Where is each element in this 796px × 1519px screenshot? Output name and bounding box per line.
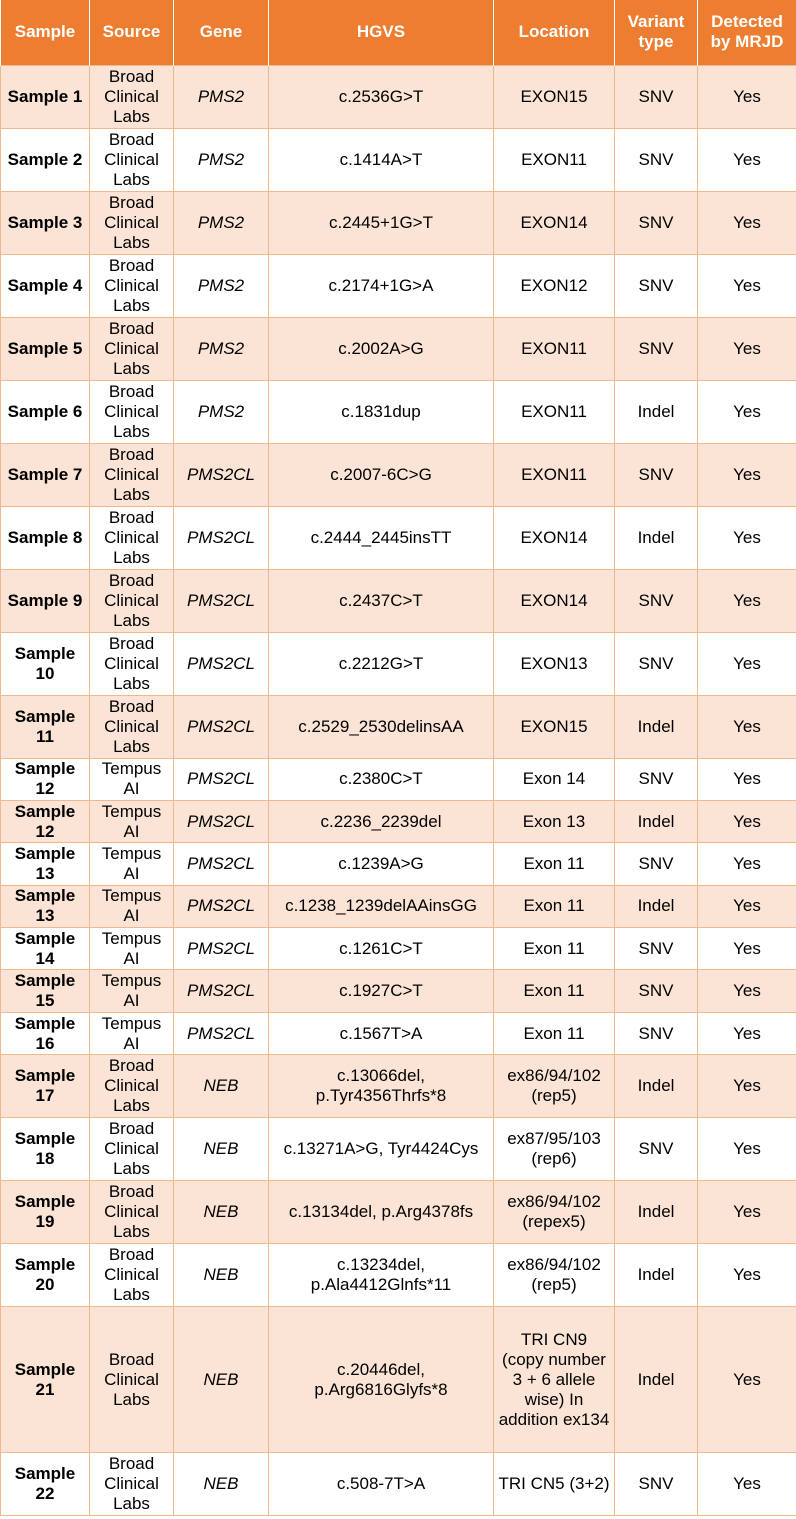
location-cell: EXON14 bbox=[494, 506, 615, 569]
gene-cell: PMS2CL bbox=[174, 885, 269, 927]
variant-type-cell: SNV bbox=[615, 843, 698, 885]
detected-cell: Yes bbox=[698, 758, 796, 800]
gene-cell: PMS2 bbox=[174, 191, 269, 254]
source-cell: Broad Clinical Labs bbox=[90, 1244, 174, 1307]
col-header-gene: Gene bbox=[174, 0, 269, 65]
gene-cell: PMS2CL bbox=[174, 1012, 269, 1054]
detected-cell: Yes bbox=[698, 380, 796, 443]
gene-cell: PMS2CL bbox=[174, 506, 269, 569]
table-row bbox=[1, 191, 796, 254]
gene-cell: NEB bbox=[174, 1181, 269, 1244]
variant-type-cell: Indel bbox=[615, 1244, 698, 1307]
detected-cell: Yes bbox=[698, 569, 796, 632]
hgvs-cell: c.1261C>T bbox=[269, 928, 494, 970]
hgvs-cell: c.2529_2530delinsAA bbox=[269, 695, 494, 758]
detected-cell: Yes bbox=[698, 970, 796, 1012]
variant-type-cell: SNV bbox=[615, 1012, 698, 1054]
sample-cell: Sample 22 bbox=[1, 1453, 90, 1516]
source-cell: Tempus AI bbox=[90, 758, 174, 800]
hgvs-cell: c.13234del, p.Ala4412Glnfs*11 bbox=[269, 1244, 494, 1307]
sample-cell: Sample 12 bbox=[1, 758, 90, 800]
source-cell: Broad Clinical Labs bbox=[90, 443, 174, 506]
gene-cell: PMS2CL bbox=[174, 569, 269, 632]
source-cell: Broad Clinical Labs bbox=[90, 506, 174, 569]
source-cell: Tempus AI bbox=[90, 970, 174, 1012]
hgvs-cell: c.1927C>T bbox=[269, 970, 494, 1012]
sample-cell: Sample 1 bbox=[1, 65, 90, 128]
variant-type-cell: Indel bbox=[615, 380, 698, 443]
gene-cell: PMS2 bbox=[174, 65, 269, 128]
hgvs-cell: c.13134del, p.Arg4378fs bbox=[269, 1181, 494, 1244]
table-row bbox=[1, 1055, 796, 1118]
variant-type-cell: SNV bbox=[615, 254, 698, 317]
hgvs-cell: c.2380C>T bbox=[269, 758, 494, 800]
location-cell: Exon 11 bbox=[494, 928, 615, 970]
sample-cell: Sample 16 bbox=[1, 1012, 90, 1054]
detected-cell: Yes bbox=[698, 254, 796, 317]
detected-cell: Yes bbox=[698, 1453, 796, 1516]
variant-type-cell: Indel bbox=[615, 885, 698, 927]
gene-cell: NEB bbox=[174, 1453, 269, 1516]
gene-cell: PMS2 bbox=[174, 128, 269, 191]
location-cell: ex86/94/102 (repex5) bbox=[494, 1181, 615, 1244]
location-cell: ex86/94/102 (rep5) bbox=[494, 1055, 615, 1118]
detected-cell: Yes bbox=[698, 885, 796, 927]
source-cell: Broad Clinical Labs bbox=[90, 317, 174, 380]
sample-cell: Sample 19 bbox=[1, 1181, 90, 1244]
variant-type-cell: Indel bbox=[615, 506, 698, 569]
hgvs-cell: c.1567T>A bbox=[269, 1012, 494, 1054]
source-cell: Broad Clinical Labs bbox=[90, 254, 174, 317]
gene-cell: NEB bbox=[174, 1244, 269, 1307]
detected-cell: Yes bbox=[698, 1244, 796, 1307]
source-cell: Broad Clinical Labs bbox=[90, 695, 174, 758]
variant-type-cell: SNV bbox=[615, 443, 698, 506]
variant-type-cell: Indel bbox=[615, 1307, 698, 1453]
gene-cell: NEB bbox=[174, 1055, 269, 1118]
variant-type-cell: SNV bbox=[615, 928, 698, 970]
table-row bbox=[1, 380, 796, 443]
col-header-sample: Sample bbox=[1, 0, 90, 65]
source-cell: Broad Clinical Labs bbox=[90, 1055, 174, 1118]
hgvs-cell: c.508-7T>A bbox=[269, 1453, 494, 1516]
sample-cell: Sample 3 bbox=[1, 191, 90, 254]
detected-cell: Yes bbox=[698, 506, 796, 569]
sample-cell: Sample 13 bbox=[1, 843, 90, 885]
variant-type-cell: SNV bbox=[615, 632, 698, 695]
location-cell: EXON13 bbox=[494, 632, 615, 695]
detected-cell: Yes bbox=[698, 128, 796, 191]
hgvs-cell: c.1831dup bbox=[269, 380, 494, 443]
sample-cell: Sample 9 bbox=[1, 569, 90, 632]
table-row bbox=[1, 569, 796, 632]
sample-cell: Sample 6 bbox=[1, 380, 90, 443]
source-cell: Tempus AI bbox=[90, 1012, 174, 1054]
source-cell: Broad Clinical Labs bbox=[90, 128, 174, 191]
hgvs-cell: c.13271A>G, Tyr4424Cys bbox=[269, 1118, 494, 1181]
variant-type-cell: SNV bbox=[615, 758, 698, 800]
detected-cell: Yes bbox=[698, 1307, 796, 1453]
gene-cell: NEB bbox=[174, 1118, 269, 1181]
hgvs-cell: c.2536G>T bbox=[269, 65, 494, 128]
sample-cell: Sample 11 bbox=[1, 695, 90, 758]
variant-type-cell: Indel bbox=[615, 800, 698, 842]
source-cell: Broad Clinical Labs bbox=[90, 191, 174, 254]
detected-cell: Yes bbox=[698, 443, 796, 506]
sample-cell: Sample 12 bbox=[1, 800, 90, 842]
sample-cell: Sample 10 bbox=[1, 632, 90, 695]
source-cell: Broad Clinical Labs bbox=[90, 65, 174, 128]
hgvs-cell: c.1239A>G bbox=[269, 843, 494, 885]
col-header-location: Location bbox=[494, 0, 615, 65]
location-cell: Exon 13 bbox=[494, 800, 615, 842]
table-row bbox=[1, 317, 796, 380]
variant-type-cell: SNV bbox=[615, 317, 698, 380]
table-row bbox=[1, 885, 796, 927]
sample-cell: Sample 5 bbox=[1, 317, 90, 380]
location-cell: Exon 11 bbox=[494, 843, 615, 885]
col-header-hgvs: HGVS bbox=[269, 0, 494, 65]
sample-cell: Sample 13 bbox=[1, 885, 90, 927]
variant-type-cell: SNV bbox=[615, 970, 698, 1012]
detected-cell: Yes bbox=[698, 1055, 796, 1118]
table-row bbox=[1, 506, 796, 569]
col-header-variant-type: Variant type bbox=[615, 0, 698, 65]
detected-cell: Yes bbox=[698, 800, 796, 842]
hgvs-cell: c.2444_2445insTT bbox=[269, 506, 494, 569]
gene-cell: PMS2CL bbox=[174, 970, 269, 1012]
table-row bbox=[1, 800, 796, 842]
detected-cell: Yes bbox=[698, 1181, 796, 1244]
table-row bbox=[1, 1307, 796, 1453]
location-cell: Exon 11 bbox=[494, 1012, 615, 1054]
sample-cell: Sample 8 bbox=[1, 506, 90, 569]
col-header-source: Source bbox=[90, 0, 174, 65]
table-row bbox=[1, 1118, 796, 1181]
sample-cell: Sample 4 bbox=[1, 254, 90, 317]
col-header-detected: Detected by MRJD bbox=[698, 0, 796, 65]
gene-cell: PMS2 bbox=[174, 317, 269, 380]
gene-cell: PMS2CL bbox=[174, 800, 269, 842]
location-cell: EXON14 bbox=[494, 569, 615, 632]
table-row bbox=[1, 254, 796, 317]
sample-cell: Sample 18 bbox=[1, 1118, 90, 1181]
location-cell: ex87/95/103 (rep6) bbox=[494, 1118, 615, 1181]
hgvs-cell: c.2445+1G>T bbox=[269, 191, 494, 254]
location-cell: EXON15 bbox=[494, 65, 615, 128]
table-row bbox=[1, 758, 796, 800]
gene-cell: PMS2CL bbox=[174, 443, 269, 506]
hgvs-cell: c.13066del, p.Tyr4356Thrfs*8 bbox=[269, 1055, 494, 1118]
gene-cell: NEB bbox=[174, 1307, 269, 1453]
sample-cell: Sample 2 bbox=[1, 128, 90, 191]
hgvs-cell: c.20446del, p.Arg6816Glyfs*8 bbox=[269, 1307, 494, 1453]
variant-type-cell: SNV bbox=[615, 1118, 698, 1181]
location-cell: Exon 14 bbox=[494, 758, 615, 800]
sample-cell: Sample 15 bbox=[1, 970, 90, 1012]
source-cell: Broad Clinical Labs bbox=[90, 1453, 174, 1516]
location-cell: EXON12 bbox=[494, 254, 615, 317]
hgvs-cell: c.2212G>T bbox=[269, 632, 494, 695]
detected-cell: Yes bbox=[698, 317, 796, 380]
variant-type-cell: SNV bbox=[615, 191, 698, 254]
detected-cell: Yes bbox=[698, 1012, 796, 1054]
hgvs-cell: c.2437C>T bbox=[269, 569, 494, 632]
detected-cell: Yes bbox=[698, 695, 796, 758]
location-cell: EXON11 bbox=[494, 380, 615, 443]
location-cell: TRI CN5 (3+2) bbox=[494, 1453, 615, 1516]
table-row bbox=[1, 928, 796, 970]
variant-type-cell: Indel bbox=[615, 1181, 698, 1244]
source-cell: Broad Clinical Labs bbox=[90, 380, 174, 443]
location-cell: EXON11 bbox=[494, 128, 615, 191]
hgvs-cell: c.1238_1239delAAinsGG bbox=[269, 885, 494, 927]
table-row bbox=[1, 843, 796, 885]
detected-cell: Yes bbox=[698, 843, 796, 885]
gene-cell: PMS2CL bbox=[174, 632, 269, 695]
variant-type-cell: SNV bbox=[615, 569, 698, 632]
hgvs-cell: c.2002A>G bbox=[269, 317, 494, 380]
table-body bbox=[1, 65, 796, 1516]
table-row bbox=[1, 1244, 796, 1307]
variant-type-cell: Indel bbox=[615, 695, 698, 758]
location-cell: EXON11 bbox=[494, 443, 615, 506]
location-cell: Exon 11 bbox=[494, 970, 615, 1012]
table-row bbox=[1, 1453, 796, 1516]
source-cell: Broad Clinical Labs bbox=[90, 632, 174, 695]
gene-cell: PMS2CL bbox=[174, 758, 269, 800]
detected-cell: Yes bbox=[698, 1118, 796, 1181]
source-cell: Broad Clinical Labs bbox=[90, 1307, 174, 1453]
sample-cell: Sample 14 bbox=[1, 928, 90, 970]
gene-cell: PMS2 bbox=[174, 380, 269, 443]
sample-cell: Sample 7 bbox=[1, 443, 90, 506]
table-row bbox=[1, 1181, 796, 1244]
table-row bbox=[1, 695, 796, 758]
gene-cell: PMS2 bbox=[174, 254, 269, 317]
sample-cell: Sample 17 bbox=[1, 1055, 90, 1118]
hgvs-cell: c.1414A>T bbox=[269, 128, 494, 191]
detected-cell: Yes bbox=[698, 65, 796, 128]
table-row bbox=[1, 65, 796, 128]
gene-cell: PMS2CL bbox=[174, 695, 269, 758]
sample-cell: Sample 20 bbox=[1, 1244, 90, 1307]
table-row bbox=[1, 443, 796, 506]
source-cell: Broad Clinical Labs bbox=[90, 1181, 174, 1244]
source-cell: Broad Clinical Labs bbox=[90, 1118, 174, 1181]
location-cell: TRI CN9 (copy number 3 + 6 allele wise) In addition ex134 bbox=[494, 1307, 615, 1453]
location-cell: EXON11 bbox=[494, 317, 615, 380]
gene-cell: PMS2CL bbox=[174, 843, 269, 885]
detected-cell: Yes bbox=[698, 632, 796, 695]
hgvs-cell: c.2007-6C>G bbox=[269, 443, 494, 506]
sample-cell: Sample 21 bbox=[1, 1307, 90, 1453]
header-row bbox=[1, 0, 796, 65]
variant-type-cell: SNV bbox=[615, 65, 698, 128]
hgvs-cell: c.2236_2239del bbox=[269, 800, 494, 842]
variant-type-cell: SNV bbox=[615, 128, 698, 191]
location-cell: ex86/94/102 (rep5) bbox=[494, 1244, 615, 1307]
source-cell: Tempus AI bbox=[90, 800, 174, 842]
location-cell: EXON15 bbox=[494, 695, 615, 758]
variant-type-cell: Indel bbox=[615, 1055, 698, 1118]
table-row bbox=[1, 632, 796, 695]
detected-cell: Yes bbox=[698, 928, 796, 970]
gene-cell: PMS2CL bbox=[174, 928, 269, 970]
table-row bbox=[1, 970, 796, 1012]
source-cell: Tempus AI bbox=[90, 928, 174, 970]
variant-type-cell: SNV bbox=[615, 1453, 698, 1516]
table-row bbox=[1, 128, 796, 191]
table-row bbox=[1, 1012, 796, 1054]
source-cell: Tempus AI bbox=[90, 843, 174, 885]
location-cell: Exon 11 bbox=[494, 885, 615, 927]
source-cell: Broad Clinical Labs bbox=[90, 569, 174, 632]
detected-cell: Yes bbox=[698, 191, 796, 254]
source-cell: Tempus AI bbox=[90, 885, 174, 927]
hgvs-cell: c.2174+1G>A bbox=[269, 254, 494, 317]
location-cell: EXON14 bbox=[494, 191, 615, 254]
